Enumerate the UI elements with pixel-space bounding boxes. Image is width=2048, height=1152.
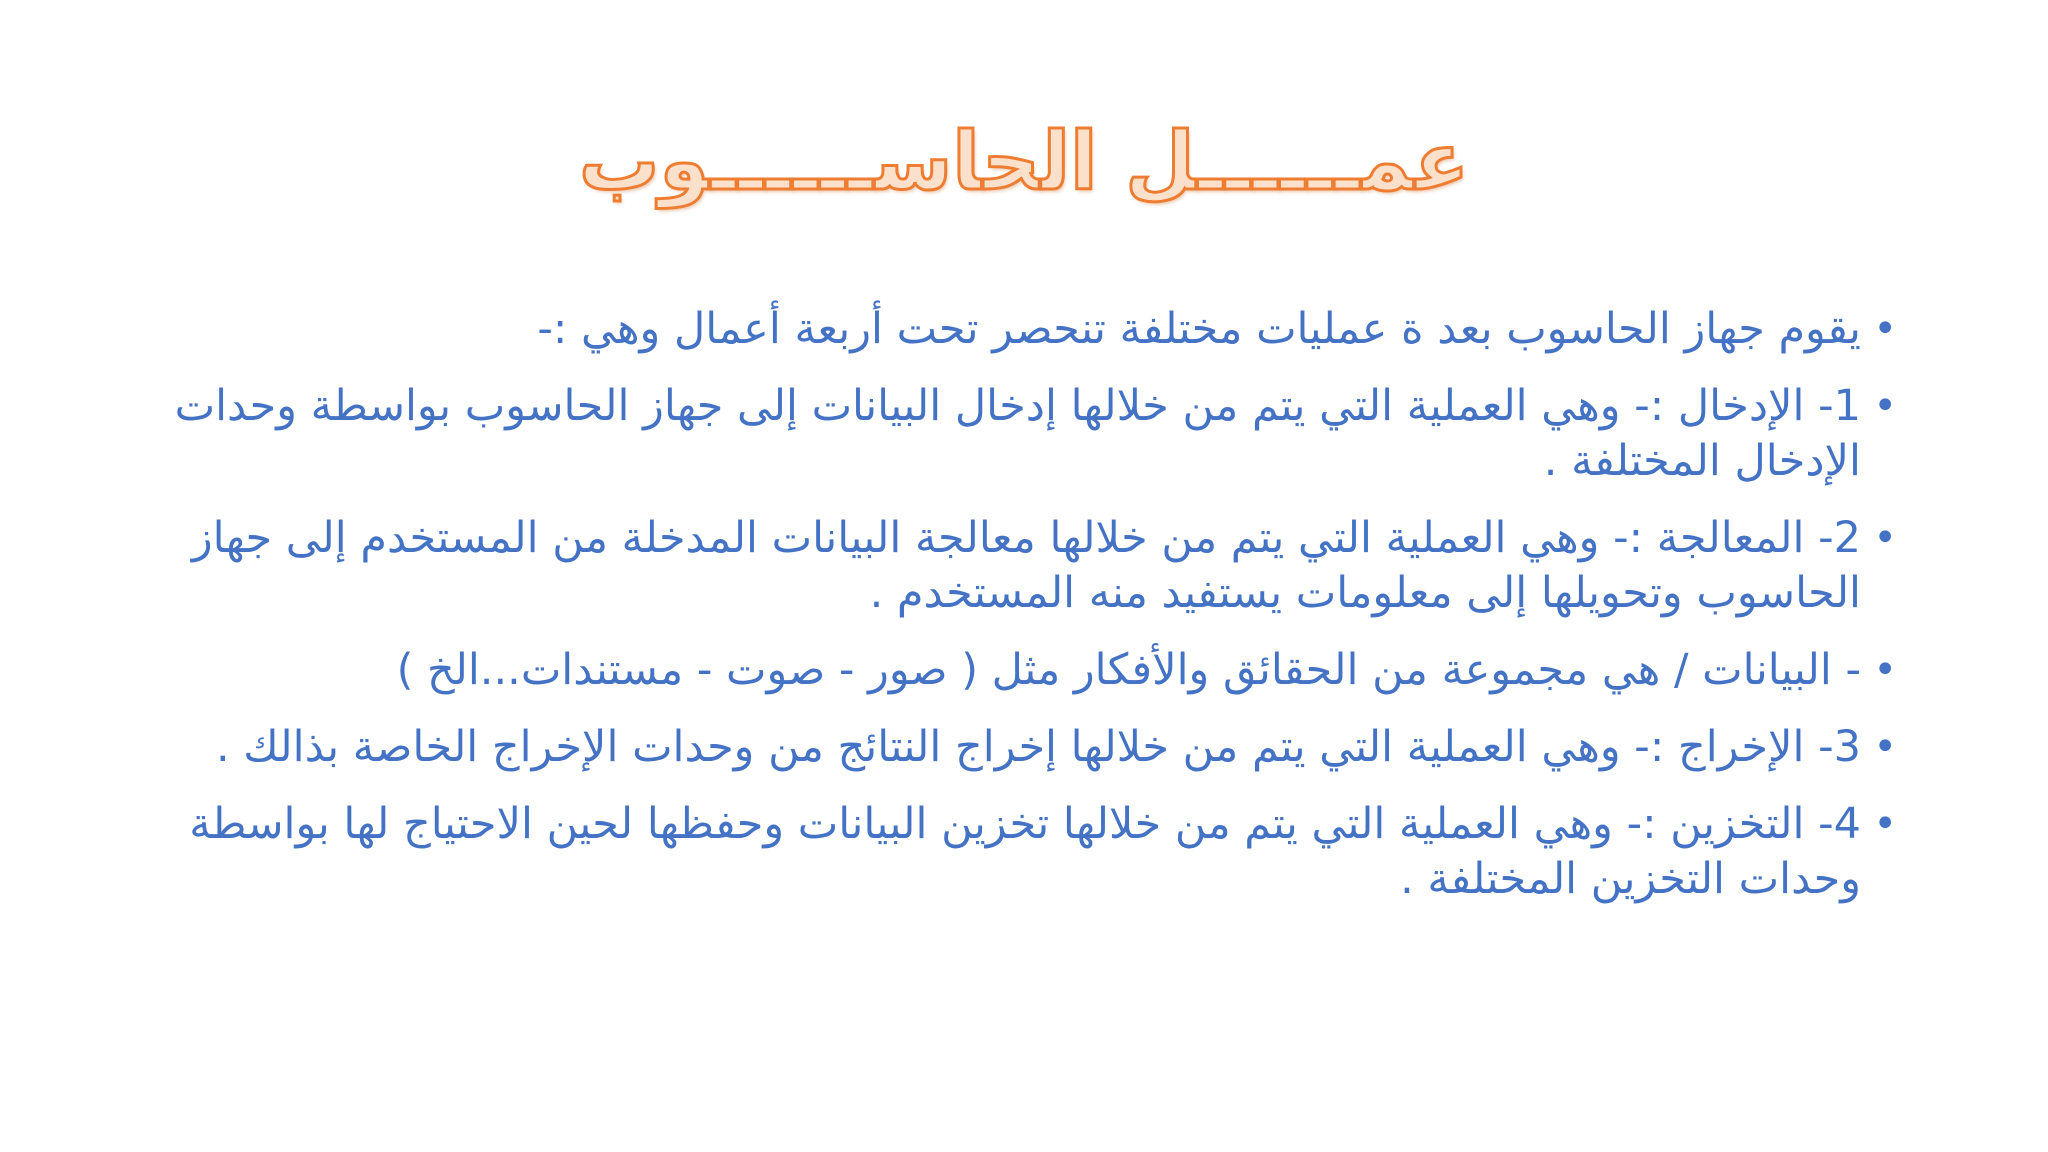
bullet-icon: • (1873, 801, 1897, 847)
bullet-text-intro: يقوم جهاز الحاسوب بعد ة عمليات مختلفة تنحصر تحت أربعة أعمال وهي :- (537, 304, 1861, 354)
bullet-text-input: 1- الإدخال :- وهي العملية التي يتم من خلالها إدخال البيانات إلى جهاز الحاسوب بواسطة وحدات الإدخال المختلفة . (174, 381, 1861, 486)
slide-title: عمــــــل الحاســــــوب (578, 115, 1470, 208)
bullet-icon: • (1873, 724, 1897, 770)
list-item (173, 720, 1897, 775)
bullet-icon: • (1873, 515, 1897, 561)
bullet-icon: • (1873, 383, 1897, 429)
list-item (173, 511, 1897, 621)
list-item (173, 643, 1897, 698)
bullet-icon: • (1873, 647, 1897, 693)
bullet-icon: • (1873, 306, 1897, 352)
bullet-text-data: - البيانات / هي مجموعة من الحقائق والأفكار مثل ( صور - صوت - مستندات...الخ ) (396, 645, 1861, 695)
bullet-text-storage: 4- التخزين :- وهي العملية التي يتم من خلالها تخزين البيانات وحفظها لحين الاحتياج لها بواسطة وحدات التخزين المختلفة . (189, 799, 1861, 904)
bullet-list (173, 302, 1897, 929)
bullet-text-processing: 2- المعالجة :- وهي العملية التي يتم من خلالها معالجة البيانات المدخلة من المستخدم إلى جهاز الحاسوب وتحويلها إلى معلومات يستفيد منه المستخدم . (191, 513, 1861, 618)
list-item (173, 797, 1897, 907)
bullet-text-output: 3- الإخراج :- وهي العملية التي يتم من خلالها إخراج النتائج من وحدات الإخراج الخاصة بذالك . (215, 722, 1861, 772)
list-item (173, 379, 1897, 489)
list-item (173, 302, 1897, 357)
